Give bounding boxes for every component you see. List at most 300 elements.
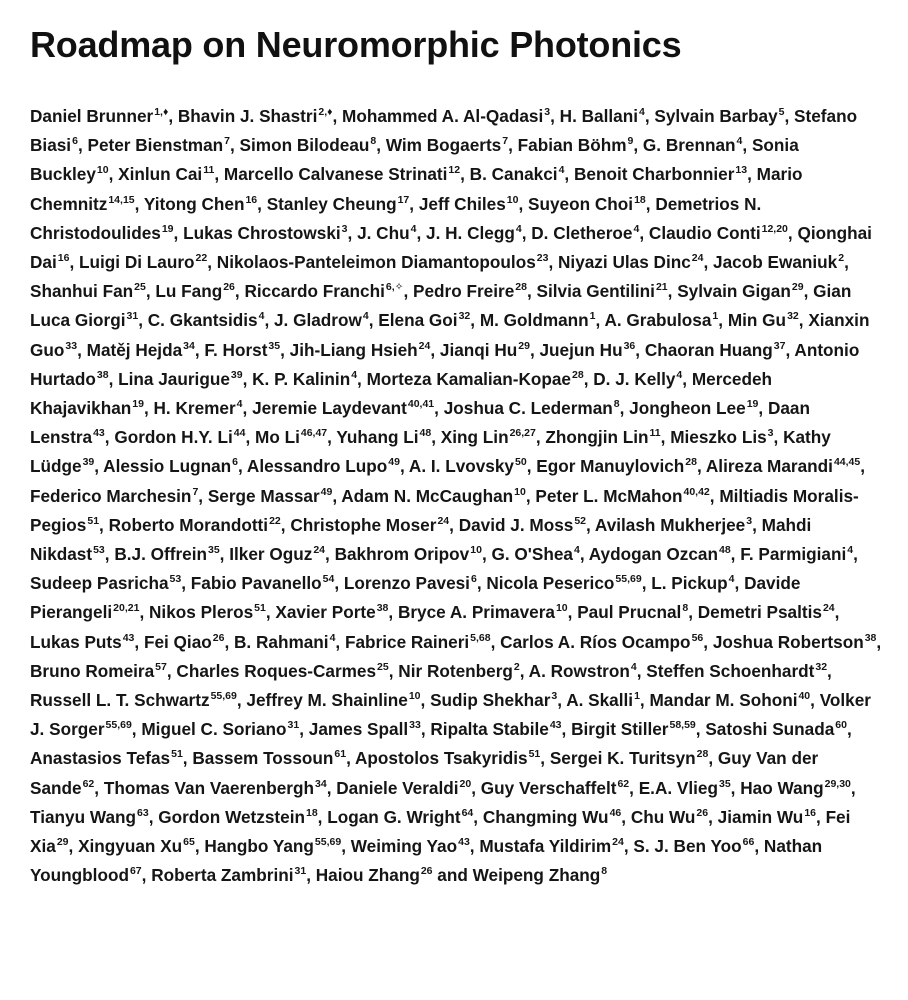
affiliation-marker: 4 bbox=[515, 222, 522, 235]
affiliation-marker: 32 bbox=[458, 310, 471, 323]
author-name: Weiming Yao bbox=[350, 836, 458, 857]
author-entry bbox=[191, 573, 335, 593]
author-entry bbox=[560, 106, 645, 126]
author-entry bbox=[645, 340, 786, 360]
affiliation-marker: 32 bbox=[787, 310, 799, 323]
author-name: F. Parmigiani bbox=[740, 544, 847, 565]
author-name: Min Gu bbox=[727, 310, 787, 331]
author-name: Nathan Youngblood bbox=[30, 836, 823, 886]
affiliation-marker: 4 bbox=[362, 310, 369, 323]
affiliation-marker: 67 bbox=[129, 865, 142, 878]
author-name: Qionghai Dai bbox=[30, 222, 872, 273]
author-name: Apostolos Tsakyridis bbox=[355, 748, 528, 769]
author-name: Chu Wu bbox=[630, 806, 696, 827]
author-entry bbox=[357, 223, 416, 243]
affiliation-marker: 23 bbox=[536, 252, 549, 265]
affiliation-marker: 8 bbox=[682, 602, 689, 615]
author-entry bbox=[536, 456, 697, 476]
affiliation-marker: 4 bbox=[638, 106, 645, 118]
affiliation-marker: 46,47 bbox=[300, 427, 328, 440]
affiliation-marker: 50 bbox=[515, 456, 527, 469]
affiliation-marker: 19 bbox=[161, 222, 174, 235]
author-name: Lukas Puts bbox=[30, 631, 122, 652]
affiliation-marker: 11 bbox=[649, 427, 661, 440]
affiliation-marker: 19 bbox=[132, 398, 144, 411]
author-name: Ilker Oguz bbox=[229, 544, 313, 565]
author-entry bbox=[589, 544, 731, 564]
affiliation-marker: 46 bbox=[609, 806, 622, 819]
author-name: Xinlun Cai bbox=[118, 164, 203, 185]
author-entry bbox=[118, 164, 214, 184]
affiliation-marker: 53 bbox=[169, 573, 182, 586]
author-name: Fabian Böhm bbox=[517, 135, 627, 156]
author-entry bbox=[409, 456, 527, 476]
affiliation-marker: 19 bbox=[746, 398, 759, 411]
author-entry bbox=[30, 748, 183, 768]
affiliation-marker: 11 bbox=[203, 164, 215, 177]
author-name: Niyazi Ulas Dinc bbox=[558, 252, 691, 273]
author-name: Satoshi Sunada bbox=[705, 719, 835, 740]
author-name: Bruno Romeira bbox=[30, 660, 155, 681]
affiliation-marker: 32 bbox=[815, 660, 828, 673]
author-entry bbox=[577, 602, 688, 622]
author-name: Daan Lenstra bbox=[30, 398, 810, 448]
author-name: Roberta Zambrini bbox=[151, 865, 294, 886]
affiliation-marker: 62 bbox=[82, 777, 95, 790]
author-entry bbox=[30, 281, 146, 301]
affiliation-marker: 39 bbox=[230, 368, 243, 381]
author-entry bbox=[183, 223, 347, 243]
affiliation-marker: 1,♦ bbox=[154, 106, 169, 118]
author-name: Daniele Veraldi bbox=[336, 777, 459, 798]
author-name: Shanhui Fan bbox=[30, 281, 134, 302]
affiliation-marker: 22 bbox=[269, 514, 281, 527]
author-entry bbox=[87, 340, 195, 360]
author-entry bbox=[275, 602, 388, 622]
author-entry bbox=[540, 340, 636, 360]
affiliation-marker: 6 bbox=[232, 456, 238, 469]
author-name: James Spall bbox=[308, 719, 409, 740]
affiliation-marker: 16 bbox=[57, 252, 70, 265]
author-entry bbox=[558, 252, 703, 272]
affiliation-marker: 20,21 bbox=[113, 602, 140, 615]
affiliation-marker: 61 bbox=[334, 748, 347, 761]
affiliation-marker: 10 bbox=[506, 193, 519, 206]
affiliation-marker: 24 bbox=[612, 836, 624, 849]
affiliation-marker: 4 bbox=[410, 222, 417, 235]
affiliation-marker: 35 bbox=[718, 777, 731, 790]
affiliation-marker: 4 bbox=[351, 368, 358, 381]
author-name: Wim Bogaerts bbox=[385, 135, 502, 156]
affiliation-marker: 2 bbox=[513, 660, 520, 673]
author-name: Xing Lin bbox=[440, 427, 509, 448]
affiliation-marker: 13 bbox=[735, 164, 748, 177]
author-name: Mustafa Yildirim bbox=[479, 836, 612, 857]
author-entry bbox=[566, 690, 640, 710]
affiliation-marker: 6 bbox=[72, 135, 78, 148]
author-entry bbox=[537, 281, 668, 301]
author-name: David J. Moss bbox=[458, 514, 574, 535]
affiliation-marker: 55,69 bbox=[105, 719, 132, 732]
author-entry bbox=[633, 836, 754, 856]
affiliation-marker: 8 bbox=[370, 135, 377, 148]
author-name: Joshua Robertson bbox=[712, 631, 864, 652]
author-name: L. Pickup bbox=[651, 573, 728, 594]
author-name: Joshua C. Lederman bbox=[443, 398, 613, 419]
affiliation-marker: 3 bbox=[544, 106, 551, 118]
author-entry bbox=[104, 778, 327, 798]
author-entry bbox=[240, 135, 377, 155]
author-entry bbox=[398, 661, 519, 681]
author-entry bbox=[531, 223, 639, 243]
affiliation-marker: 51 bbox=[528, 748, 541, 761]
affiliation-marker: 31 bbox=[287, 719, 300, 732]
author-entry bbox=[713, 632, 877, 652]
author-name: Xingyuan Xu bbox=[78, 836, 183, 857]
affiliation-marker: 14,15 bbox=[108, 193, 135, 206]
author-name: J. Gladrow bbox=[274, 310, 362, 331]
author-name: A. Grabulosa bbox=[604, 310, 712, 331]
author-name: Bryce A. Primavera bbox=[397, 602, 555, 623]
author-entry bbox=[144, 194, 257, 214]
author-entry bbox=[481, 778, 629, 798]
affiliation-marker: 4 bbox=[573, 544, 580, 557]
author-name: Mercedeh Khajavikhan bbox=[30, 368, 773, 419]
affiliation-marker: 2,♦ bbox=[318, 106, 333, 118]
author-name: E.A. Vlieg bbox=[638, 777, 718, 798]
author-entry bbox=[705, 719, 847, 739]
author-entry bbox=[574, 164, 747, 184]
author-name: Avilash Mukherjee bbox=[594, 514, 746, 535]
author-name: Russell L. T. Schwartz bbox=[30, 690, 210, 711]
author-name: S. J. Ben Yoo bbox=[633, 836, 742, 857]
author-name: C. Gkantsidis bbox=[147, 310, 258, 331]
author-name: Juejun Hu bbox=[539, 339, 623, 360]
author-entry bbox=[336, 427, 431, 447]
author-entry bbox=[327, 807, 473, 827]
affiliation-marker: 29 bbox=[56, 836, 69, 849]
author-name: Serge Massar bbox=[207, 485, 320, 506]
author-entry bbox=[728, 310, 799, 330]
author-name: Jacob Ewaniuk bbox=[713, 252, 838, 273]
affiliation-marker: 6,✧ bbox=[385, 281, 404, 294]
author-entry bbox=[518, 135, 634, 155]
affiliation-marker: 16 bbox=[804, 806, 816, 819]
author-entry bbox=[486, 573, 641, 593]
affiliation-marker: 54 bbox=[322, 573, 335, 586]
affiliation-marker: 18 bbox=[305, 806, 318, 819]
author-name: Mohammed A. Al-Qadasi bbox=[342, 106, 544, 126]
author-name: Guy Van der Sande bbox=[30, 748, 819, 798]
affiliation-marker: 62 bbox=[617, 777, 630, 790]
affiliation-marker: 38 bbox=[96, 368, 109, 381]
author-name: A. Skalli bbox=[566, 690, 634, 711]
author-entry bbox=[480, 310, 596, 330]
author-entry bbox=[30, 486, 198, 506]
author-name: Suyeon Choi bbox=[528, 193, 634, 214]
author-name: Fei Qiao bbox=[143, 631, 212, 652]
author-name: Jeremie Laydevant bbox=[252, 398, 407, 419]
affiliation-marker: 37 bbox=[773, 339, 786, 352]
author-name: Changming Wu bbox=[482, 806, 609, 827]
affiliation-marker: 58,59 bbox=[669, 719, 696, 732]
author-entry bbox=[473, 865, 607, 885]
author-name: Bassem Tossoun bbox=[192, 748, 334, 769]
author-entry bbox=[30, 807, 149, 827]
author-entry bbox=[718, 807, 816, 827]
affiliation-marker: 2 bbox=[838, 252, 845, 265]
author-entry bbox=[341, 486, 526, 506]
author-entry bbox=[479, 836, 624, 856]
affiliation-marker: 33 bbox=[409, 719, 421, 732]
author-entry bbox=[30, 690, 237, 710]
author-name: Lu Fang bbox=[155, 281, 223, 302]
author-entry bbox=[267, 194, 410, 214]
author-entry bbox=[367, 369, 584, 389]
author-entry bbox=[649, 690, 810, 710]
author-entry bbox=[290, 340, 431, 360]
author-entry bbox=[459, 515, 586, 535]
author-entry bbox=[144, 632, 225, 652]
author-entry bbox=[593, 369, 682, 389]
author-name: Lorenzo Pavesi bbox=[343, 573, 470, 594]
author-name: Aydogan Ozcan bbox=[588, 544, 718, 565]
affiliation-marker: 3 bbox=[341, 222, 348, 235]
author-name: Weipeng Zhang bbox=[472, 865, 601, 886]
author-name: F. Horst bbox=[204, 339, 268, 360]
author-entry bbox=[677, 281, 803, 301]
affiliation-marker: 4 bbox=[736, 135, 743, 148]
author-entry bbox=[30, 106, 168, 126]
author-entry bbox=[492, 544, 580, 564]
author-name: Yitong Chen bbox=[143, 193, 245, 214]
author-name: Gian Luca Giorgi bbox=[30, 281, 852, 331]
affiliation-marker: 10 bbox=[96, 164, 109, 177]
author-name: Elena Goi bbox=[378, 310, 458, 331]
paper-title: Roadmap on Neuromorphic Photonics bbox=[30, 24, 682, 65]
affiliation-marker: 36 bbox=[623, 339, 636, 352]
affiliation-marker: 24 bbox=[437, 514, 450, 527]
author-name: Xavier Porte bbox=[275, 602, 376, 623]
affiliation-marker: 7 bbox=[192, 485, 199, 498]
affiliation-marker: 39 bbox=[82, 456, 95, 469]
affiliation-marker: 40,42 bbox=[683, 485, 710, 498]
affiliation-marker: 26 bbox=[212, 631, 225, 644]
author-entry bbox=[204, 836, 341, 856]
author-entry bbox=[151, 865, 306, 885]
affiliation-marker: 4 bbox=[676, 368, 683, 381]
author-entry bbox=[398, 602, 568, 622]
affiliation-marker: 7 bbox=[502, 135, 509, 148]
author-entry bbox=[109, 515, 281, 535]
author-entry bbox=[336, 778, 471, 798]
affiliation-marker: 4 bbox=[633, 222, 640, 235]
author-entry bbox=[309, 719, 421, 739]
author-name: Kathy Lüdge bbox=[30, 427, 831, 477]
author-entry bbox=[217, 252, 549, 272]
author-name: Bhavin J. Shastri bbox=[177, 106, 318, 126]
author-entry bbox=[342, 106, 550, 126]
author-name: Matěj Hejda bbox=[86, 339, 183, 360]
affiliation-marker: 9 bbox=[627, 135, 634, 148]
author-entry bbox=[646, 661, 827, 681]
author-name: Miltiadis Moralis-Pegios bbox=[30, 485, 859, 535]
affiliation-marker: 64 bbox=[461, 806, 474, 819]
affiliation-marker: 24 bbox=[313, 544, 326, 557]
author-name: Simon Bilodeau bbox=[239, 135, 370, 156]
author-name: Stefano Biasi bbox=[30, 106, 858, 156]
author-name: Haiou Zhang bbox=[315, 865, 420, 886]
author-name: Fabio Pavanello bbox=[190, 573, 322, 594]
affiliation-marker: 60 bbox=[835, 719, 847, 732]
author-entry bbox=[740, 778, 851, 798]
affiliation-marker: 8 bbox=[601, 865, 608, 878]
author-entry bbox=[114, 427, 245, 447]
affiliation-marker: 5,68 bbox=[470, 631, 491, 644]
affiliation-marker: 3 bbox=[551, 690, 558, 703]
author-entry bbox=[631, 807, 708, 827]
author-entry bbox=[178, 106, 333, 126]
affiliation-marker: 38 bbox=[864, 631, 877, 644]
affiliation-marker: 4 bbox=[630, 660, 637, 673]
author-list: Daniel Brunner$^{1,♦}$, Bhavin J. Shastri$^{2,♦}$, Mohammed A. Al-Qadasi$^3$, H. Ballani$^4$, Sylvain Barbay$^5$, Stefano Biasi$^6$, Peter Bienstman$^7$, Simon Bilodeau$^8$, Wim Bogaerts$^7$, Fabian Böhm$^9$, G. Brennan$^4$, Sonia Buckley$^{10}$, Xinlun Cai$^{11}$, Marcello Calvanese Strinati$^{12}$, B. Canakci$^4$, Benoit Charbonnier$^{13}$, Mario Chemnitz$^{14,15}$, Yitong Chen$^{16}$, Stanley Cheung$^{17}$, Jeff Chiles$^{10}$, Suyeon Choi$^{18}$, Demetrios N. Christodoulides$^{19}$, Lukas Chrostowski$^3$, J. Chu$^4$, J. H. Clegg$^4$, D. Cletheroe$^4$, Claudio Conti$^{12,20}$, Qionghai Dai$^{16}$, Luigi Di Lauro$^{22}$, Nikolaos-Panteleimon Diamantopoulos$^{23}$, Niyazi Ulas Dinc$^{24}$, Jacob Ewaniuk$^2$, Shanhui Fan$^{25}$, Lu Fang$^{26}$, Riccardo Franchi$^{6,✧}$, Pedro Freire$^{28}$, Silvia Gentilini$^{21}$, Sylvain Gigan$^{29}$, Gian Luca Giorgi$^{31}$, C. Gkantsidis$^4$, J. Gladrow$^4$, Elena Goi$^{32}$, M. Goldmann$^1$, A. Grabulosa$^1$, Min Gu$^{32}$, Xianxin Guo$^{33}$, Matěj Hejda$^{34}$, F. Horst$^{35}$, Jih-Liang Hsieh$^{24}$, Jianqi Hu$^{29}$, Juejun Hu$^{36}$, Chaoran Huang$^{37}$, Antonio Hurtado$^{38}$, Lina Jaurigue$^{39}$, K. P. Kalinin$^4$, Morteza Kamalian-Kopae$^{28}$, D. J. Kelly$^4$, Mercedeh Khajavikhan$^{19}$, H. Kremer$^4$, Jeremie Laydevant$^{40,41}$, Joshua C. Lederman$^8$, Jongheon Lee$^{19}$, Daan Lenstra$^{43}$, Gordon H.Y. Li$^{44}$, Mo Li$^{46,47}$, Yuhang Li$^{48}$, Xing Lin$^{26,27}$, Zhongjin Lin$^{11}$, Mieszko Lis$^3$, Kathy Lüdge$^{39}$, Alessio Lugnan$^6$, Alessandro Lupo$^{49}$, A. I. Lvovsky$^{50}$, Egor Manuylovich$^{28}$, Alireza Marandi$^{44,45}$, Federico Marchesin$^7$, Serge Massar$^{49}$, Adam N. McCaughan$^{10}$, Peter L. McMahon$^{40,42}$, Miltiadis Moralis-Pegios$^{51}$, Roberto Morandotti$^{22}$, Christophe Moser$^{24}$, David J. Moss$^{52}$, Avilash Mukherjee$^3$, Mahdi Nikdast$^{53}$, B.J. Offrein$^{35}$, Ilker Oguz$^{24}$, Bakhrom Oripov$^{10}$, G. O'Shea$^4$, Aydogan Ozcan$^{48}$, F. Parmigiani$^4$, Sudeep Pasricha$^{53}$, Fabio Pavanello$^{54}$, Lorenzo Pavesi$^6$, Nicola Peserico$^{55,69}$, L. Pickup$^4$, Davide Pierangeli$^{20,21}$, Nikos Pleros$^{51}$, Xavier Porte$^{38}$, Bryce A. Primavera$^{10}$, Paul Prucnal$^8$, Demetri Psaltis$^{24}$, Lukas Puts$^{43}$, Fei Qiao$^{26}$, B. Rahmani$^4$, Fabrice Raineri$^{5,68}$, Carlos A. Ríos Ocampo$^{56}$, Joshua Robertson$^{38}$, Bruno Romeira$^{57}$, Charles Roques-Carmes$^{25}$, Nir Rotenberg$^2$, A. Rowstron$^4$, Steffen Schoenhardt$^{32}$, Russell L. T. Schwartz$^{55,69}$, Jeffrey M. Shainline$^{10}$, Sudip Shekhar$^3$, A. Skalli$^1$, Mandar M. Sohoni$^{40}$, Volker J. Sorger$^{55,69}$, Miguel C. Soriano$^{31}$, James Spall$^{33}$, Ripalta Stabile$^{43}$, Birgit Stiller$^{58,59}$, Satoshi Sunada$^{60}$, Anastasios Tefas$^{51}$, Bassem Tossoun$^{61}$, Apostolos Tsakyridis$^{51}$, Sergei K. Turitsyn$^{28}$, Guy Van der Sande$^{62}$, Thomas Van Vaerenbergh$^{34}$, Daniele Veraldi$^{20}$, Guy Verschaffelt$^{62}$, E.A. Vlieg$^{35}$, Hao Wang$^{29,30}$, Tianyu Wang$^{63}$, Gordon Wetzstein$^{18}$, Logan G. Wright$^{64}$, Changming Wu$^{46}$, Chu Wu$^{26}$, Jiamin Wu$^{16}$, Fei Xia$^{29}$, Xingyuan Xu$^{65}$, Hangbo Yang$^{55,69}$, Weiming Yao$^{43}$, Mustafa Yildirim$^{24}$, S. J. Ben Yoo$^{66}$, Nathan Youngblood$^{67}$, Roberta Zambrini$^{31}$, Haiou Zhang$^{26}$ and Weipeng Zhang$^8$ bbox=[30, 106, 882, 886]
affiliation-marker: 1 bbox=[634, 690, 640, 703]
author-entry bbox=[386, 135, 508, 155]
affiliation-marker: 10 bbox=[470, 544, 482, 557]
affiliation-marker: 4 bbox=[236, 398, 243, 411]
author-name: Jeffrey M. Shainline bbox=[246, 690, 408, 711]
author-name: Riccardo Franchi bbox=[244, 281, 385, 302]
affiliation-marker: 44,45 bbox=[833, 456, 861, 469]
affiliation-marker: 40,41 bbox=[407, 398, 435, 411]
author-entry bbox=[444, 398, 620, 418]
author-name: Volker J. Sorger bbox=[30, 690, 871, 740]
affiliation-marker: 29 bbox=[791, 281, 804, 294]
author-name: Logan G. Wright bbox=[327, 806, 461, 827]
author-entry bbox=[30, 661, 167, 681]
author-name: Xianxin Guo bbox=[30, 310, 870, 360]
author-name: Adam N. McCaughan bbox=[341, 485, 514, 506]
author-name: Christophe Moser bbox=[290, 514, 437, 535]
author-name: Bakhrom Oripov bbox=[334, 544, 470, 565]
author-name: Sylvain Barbay bbox=[654, 106, 778, 126]
affiliation-marker: 26,27 bbox=[509, 427, 536, 440]
author-name: Lukas Chrostowski bbox=[183, 222, 341, 243]
author-entry bbox=[316, 865, 433, 885]
author-entry bbox=[246, 690, 420, 710]
author-entry bbox=[604, 310, 718, 330]
author-name: Demetrios N. Christodoulides bbox=[30, 193, 762, 243]
author-entry bbox=[208, 486, 332, 506]
author-entry bbox=[229, 544, 325, 564]
author-name: Anastasios Tefas bbox=[30, 748, 171, 769]
author-name: Lina Jaurigue bbox=[118, 368, 230, 389]
affiliation-marker: 28 bbox=[685, 456, 697, 469]
author-name: Gordon H.Y. Li bbox=[114, 427, 233, 448]
author-name: Jiamin Wu bbox=[717, 806, 804, 827]
author-name: Demetri Psaltis bbox=[697, 602, 822, 623]
affiliation-marker: 43 bbox=[458, 836, 470, 849]
affiliation-marker: 10 bbox=[408, 690, 421, 703]
author-entry bbox=[419, 194, 519, 214]
author-entry bbox=[571, 719, 696, 739]
author-name: Nikos Pleros bbox=[149, 602, 254, 623]
author-entry bbox=[244, 281, 403, 301]
author-entry bbox=[706, 456, 860, 476]
affiliation-marker: 53 bbox=[93, 544, 105, 557]
author-entry bbox=[118, 369, 242, 389]
affiliation-marker: 4 bbox=[329, 631, 336, 644]
affiliation-marker: 56 bbox=[691, 631, 704, 644]
author-name: Zhongjin Lin bbox=[545, 427, 649, 448]
author-entry bbox=[529, 661, 637, 681]
affiliation-marker: 29,30 bbox=[824, 777, 851, 790]
author-name: Mieszko Lis bbox=[670, 427, 767, 448]
affiliation-marker: 57 bbox=[155, 660, 167, 673]
author-entry bbox=[224, 164, 460, 184]
author-name: Guy Verschaffelt bbox=[480, 777, 617, 798]
affiliation-marker: 1 bbox=[712, 310, 719, 323]
author-entry bbox=[355, 748, 540, 768]
affiliation-marker: 44 bbox=[233, 427, 246, 440]
affiliation-marker: 34 bbox=[315, 777, 327, 790]
author-name: Nicola Peserico bbox=[486, 573, 615, 594]
author-name: Mandar M. Sohoni bbox=[649, 690, 798, 711]
author-name: M. Goldmann bbox=[479, 310, 589, 331]
author-name: Carlos A. Ríos Ocampo bbox=[500, 631, 691, 652]
author-name: Morteza Kamalian-Kopae bbox=[366, 368, 571, 389]
affiliation-marker: 48 bbox=[718, 544, 731, 557]
author-entry bbox=[30, 573, 181, 593]
author-entry bbox=[470, 164, 565, 184]
affiliation-marker: 34 bbox=[183, 339, 195, 352]
affiliation-marker: 22 bbox=[195, 252, 208, 265]
author-name: Peter Bienstman bbox=[87, 135, 224, 156]
affiliation-marker: 38 bbox=[376, 602, 389, 615]
affiliation-marker: 10 bbox=[514, 485, 526, 498]
author-name: Fabrice Raineri bbox=[344, 631, 470, 652]
author-name: B.J. Offrein bbox=[114, 544, 207, 565]
affiliation-marker: 4 bbox=[847, 544, 854, 557]
author-name: Egor Manuylovich bbox=[536, 456, 685, 477]
affiliation-marker: 33 bbox=[65, 339, 78, 352]
author-name: Mahdi Nikdast bbox=[30, 514, 812, 565]
affiliation-marker: 55,69 bbox=[314, 836, 342, 849]
author-entry bbox=[114, 544, 219, 564]
affiliation-marker: 43 bbox=[549, 719, 562, 732]
author-entry bbox=[344, 573, 477, 593]
author-name: Antonio Hurtado bbox=[30, 339, 860, 389]
author-name: Alessio Lugnan bbox=[103, 456, 232, 477]
affiliation-marker: 24 bbox=[418, 339, 431, 352]
author-entry bbox=[154, 398, 243, 418]
author-name: Alireza Marandi bbox=[705, 456, 833, 477]
author-name: Davide Pierangeli bbox=[30, 573, 801, 623]
affiliation-marker: 31 bbox=[294, 865, 307, 878]
author-entry bbox=[698, 602, 835, 622]
affiliation-marker: 5 bbox=[778, 106, 785, 118]
affiliation-marker: 21 bbox=[655, 281, 668, 294]
author-name: Sylvain Gigan bbox=[677, 281, 791, 302]
author-name: H. Kremer bbox=[153, 398, 236, 419]
author-name: Claudio Conti bbox=[648, 222, 761, 243]
author-name: Jih-Liang Hsieh bbox=[289, 339, 418, 360]
author-entry bbox=[545, 427, 660, 447]
affiliation-marker: 31 bbox=[126, 310, 139, 323]
author-name: B. Canakci bbox=[469, 164, 558, 185]
author-entry bbox=[651, 573, 734, 593]
author-name: D. Cletheroe bbox=[531, 222, 633, 243]
